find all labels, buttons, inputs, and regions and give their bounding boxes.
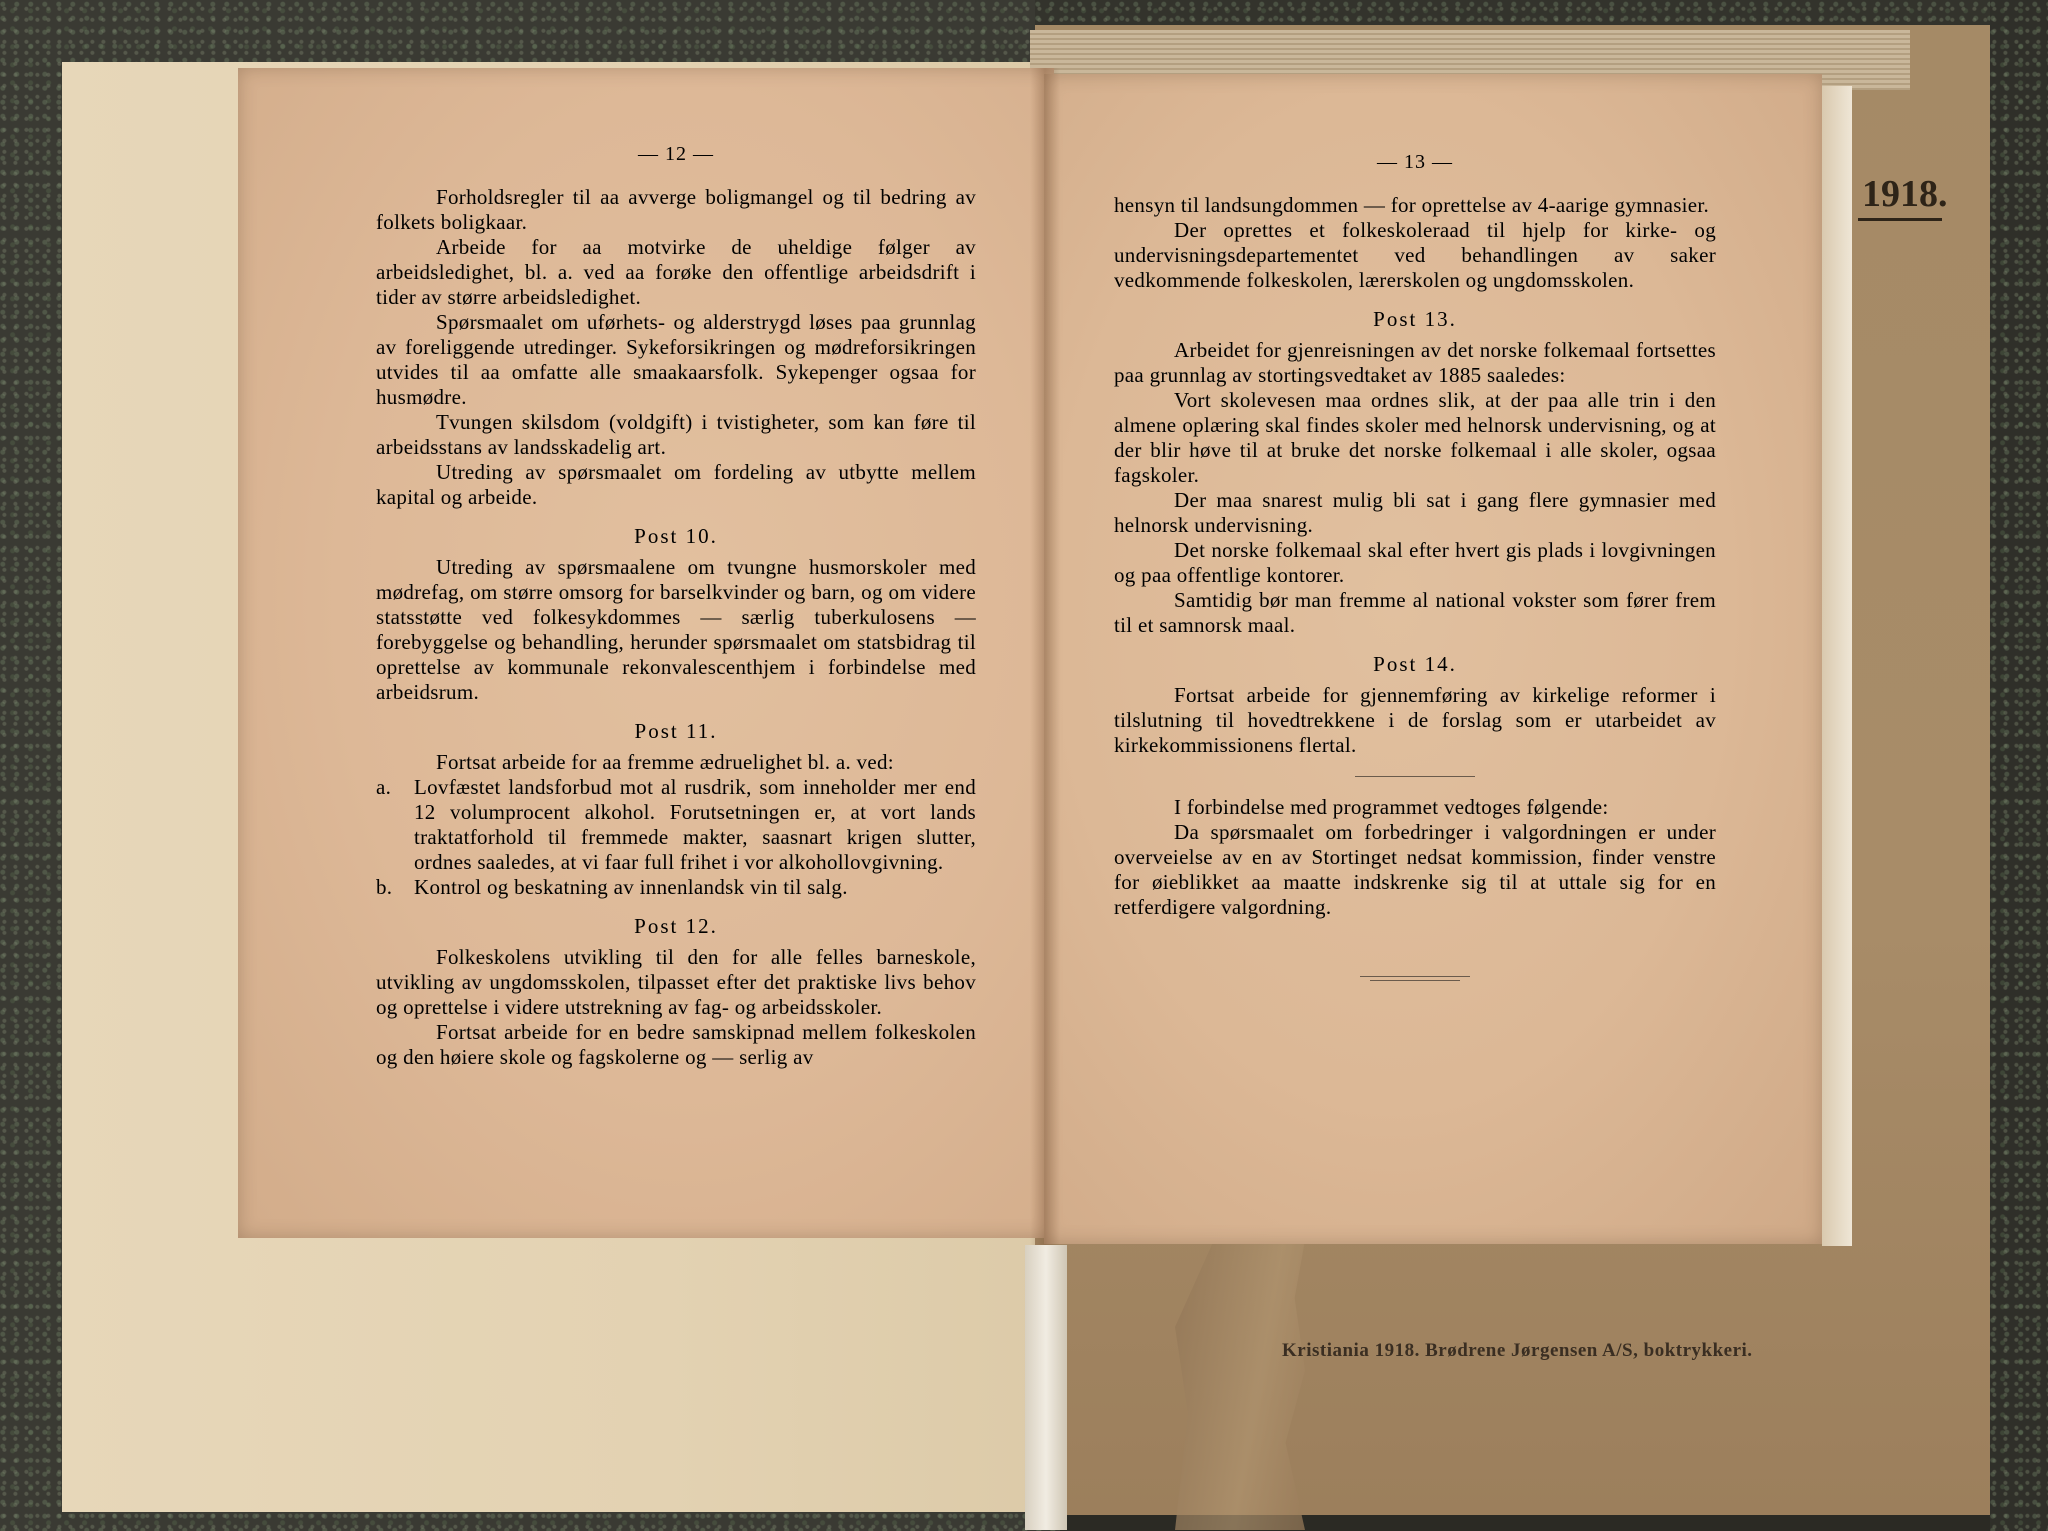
paragraph: Folkeskolens utvikling til den for alle felles barneskole, utvikling av ungdomsskolen, tilpasset efter det praktiske livs behov og oprettelse i videre utstrekning av fag- og arbeidsskoler. (376, 945, 976, 1019)
cover-year-underline (1858, 218, 1942, 221)
page-number-right: — 13 — (1377, 151, 1453, 173)
left-page-text (376, 142, 976, 1070)
paragraph: Fortsat arbeide for gjennemføring av kirkelige reformer i tilslutning til hovedtrekkene i de forslag som er utarbeidet av kirkekommissionens flertal. (1114, 683, 1716, 757)
list-item-text: Lovfæstet landsforbud mot al rusdrik, som inneholder mer end 12 volumprocent alkohol. Forutsetningen er, at vort lands traktatforhold til fremmede makter, saasnart krigen slutter, ordnes saaledes, at vi faar full frihet i vor alkohollovgivning. (414, 775, 976, 874)
section-heading-post-13: Post 13. (1373, 307, 1457, 331)
cover-page-edge (1822, 86, 1852, 1246)
paragraph: Utreding av spørsmaalene om tvungne husmorskoler med mødrefag, om større omsorg for barselkvinder og barn, og om videre statsstøtte ved folkesykdommes — særlig tuberkulosens — forebyggelse og behandling, herunder spørsmaalet om statsbidrag til oprettelse av kommunale rekonvalescenthjem i forbindelse med arbeidsrum. (376, 555, 976, 704)
section-heading-post-12: Post 12. (634, 914, 718, 938)
paragraph: Fortsat arbeide for aa fremme ædruelighet bl. a. ved: (436, 750, 894, 774)
paragraph: Fortsat arbeide for en bedre samskipnad mellem folkeskolen og den høiere skole og fagskolerne og — serlig av (376, 1020, 976, 1069)
list-item (376, 775, 976, 875)
paragraph: Det norske folkemaal skal efter hvert gis plads i lovgivningen og paa offentlige kontorer. (1114, 538, 1716, 587)
paragraph: Der maa snarest mulig bli sat i gang flere gymnasier med helnorsk undervisning. (1114, 488, 1716, 537)
torn-cover-corner (1175, 1240, 1305, 1530)
paragraph: Vort skolevesen maa ordnes slik, at der paa alle trin i den almene oplæring skal findes skoler med helnorsk undervisning, og at der blir høve til at bruke det norske folkemaal i alle skoler, ogsaa fagskoler. (1114, 388, 1716, 487)
spine-cloth-strip (1025, 1245, 1067, 1530)
section-heading-post-14: Post 14. (1373, 652, 1457, 676)
list-marker: a. (376, 775, 392, 799)
right-page-text (1114, 150, 1716, 981)
paragraph: Der oprettes et folkeskoleraad til hjelp for kirke- og undervisningsdepartementet ved behandlingen av saker vedkommende folkeskolen, lærerskolen og ungdomsskolen. (1114, 218, 1716, 292)
paragraph: Arbeidet for gjenreisningen av det norske folkemaal fortsettes paa grunnlag av stortingsvedtaket av 1885 saaledes: (1114, 338, 1716, 387)
page-number-left: — 12 — (638, 143, 714, 165)
book-gutter (1030, 68, 1060, 1248)
list-marker: b. (376, 875, 393, 899)
list-item-text: Kontrol og beskatning av innenlandsk vin til salg. (414, 875, 848, 899)
section-heading-post-10: Post 10. (634, 524, 718, 548)
list-item (376, 875, 976, 900)
printer-imprint: Kristiania 1918. Brødrene Jørgensen A/S, boktrykkeri. (1282, 1340, 1753, 1361)
end-rule (1370, 980, 1460, 981)
separator-rule (1355, 776, 1475, 777)
paragraph: Forholdsregler til aa avverge boligmangel og til bedring av folkets boligkaar. (376, 185, 976, 234)
paragraph: Arbeide for aa motvirke de uheldige følger av arbeidsledighet, bl. a. ved aa forøke den offentlige arbeidsdrift i tider av større arbeidsledighet. (376, 235, 976, 309)
paragraph: Spørsmaalet om uførhets- og alderstrygd løses paa grunnlag av foreliggende utredinger. Sykeforsikringen og mødreforsikringen utvides til aa omfatte alle smaakaarsfolk. Sykepenger ogsaa for husmødre. (376, 310, 976, 409)
paragraph: Utreding av spørsmaalet om fordeling av utbytte mellem kapital og arbeide. (376, 460, 976, 509)
paragraph: I forbindelse med programmet vedtoges følgende: (1174, 795, 1609, 819)
paragraph: Tvungen skilsdom (voldgift) i tvistigheter, som kan føre til arbeidsstans av landsskadelig art. (376, 410, 976, 459)
end-rule (1360, 976, 1470, 977)
paragraph: Samtidig bør man fremme al national vokster som fører frem til et samnorsk maal. (1114, 588, 1716, 637)
paragraph: hensyn til landsungdommen — for oprettelse av 4-aarige gymnasier. (1114, 193, 1710, 217)
paragraph: Da spørsmaalet om forbedringer i valgordningen er under overveielse av en av Stortinget nedsat kommission, finder venstre for øieblikket aa maatte indskrenke sig til at uttale sig for en retferdigere valgordning. (1114, 820, 1716, 919)
right-cover-outer-edge (1990, 0, 2048, 1531)
section-heading-post-11: Post 11. (634, 719, 718, 743)
cover-year: 1918. (1862, 173, 1948, 215)
